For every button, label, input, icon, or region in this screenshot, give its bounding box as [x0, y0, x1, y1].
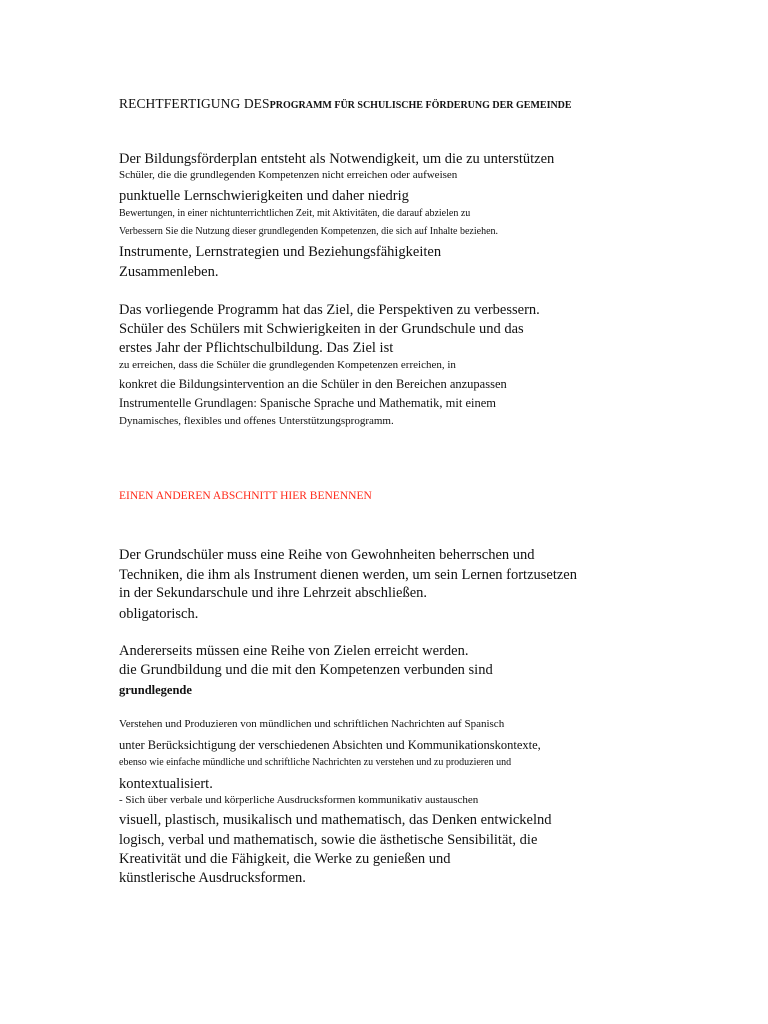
paragraph-line: Zusammenleben. — [119, 264, 219, 280]
paragraph-line: Andererseits müssen eine Reihe von Zielen erreicht werden. — [119, 643, 469, 659]
paragraph-line: die Grundbildung und die mit den Kompetenzen verbunden sind — [119, 662, 493, 678]
paragraph-line: Der Bildungsförderplan entsteht als Notwendigkeit, um die zu unterstützen — [119, 151, 555, 167]
title-small-caps-text: PROGRAMM FÜR SCHULISCHE FÖRDERUNG DER GEMEINDE — [269, 100, 572, 111]
paragraph-line: Bewertungen, in einer nichtunterrichtlichen Zeit, mit Aktivitäten, die darauf abzielen zu — [119, 208, 471, 219]
paragraph-line: punktuelle Lernschwierigkeiten und daher niedrig — [119, 188, 409, 204]
paragraph-line: Techniken, die ihm als Instrument dienen werden, um sein Lernen fortzusetzen — [119, 567, 577, 583]
paragraph-line: logisch, verbal und mathematisch, sowie die ästhetische Sensibilität, die — [119, 832, 538, 848]
paragraph-line: Instrumentelle Grundlagen: Spanische Sprache und Mathematik, mit einem — [119, 396, 496, 410]
paragraph-line: Das vorliegende Programm hat das Ziel, die Perspektiven zu verbessern. — [119, 302, 540, 318]
paragraph-line: Dynamisches, flexibles und offenes Unterstützungsprogramm. — [119, 415, 394, 427]
paragraph-line: erstes Jahr der Pflichtschulbildung. Das Ziel ist — [119, 340, 394, 356]
paragraph-line: Kreativität und die Fähigkeit, die Werke zu genießen und — [119, 851, 451, 867]
paragraph-line-bold: grundlegende — [119, 683, 192, 697]
document-title — [119, 95, 572, 113]
paragraph-line: - Sich über verbale und körperliche Ausdrucksformen kommunikativ austauschen — [119, 794, 479, 806]
paragraph-line: Verbessern Sie die Nutzung dieser grundlegenden Kompetenzen, die sich auf Inhalte beziehen. — [119, 226, 499, 237]
paragraph-line: Schüler, die die grundlegenden Kompetenzen nicht erreichen oder aufweisen — [119, 169, 458, 181]
paragraph-line: in der Sekundarschule und ihre Lehrzeit abschließen. — [119, 585, 428, 601]
paragraph-line: künstlerische Ausdrucksformen. — [119, 870, 306, 886]
title-main-text: RECHTFERTIGUNG DES — [119, 96, 270, 111]
paragraph-line: Verstehen und Produzieren von mündlichen und schriftlichen Nachrichten auf Spanisch — [119, 718, 505, 730]
paragraph-line: Instrumente, Lernstrategien und Beziehungsfähigkeiten — [119, 244, 442, 260]
paragraph-line: visuell, plastisch, musikalisch und mathematisch, das Denken entwickelnd — [119, 812, 552, 828]
paragraph-line: konkret die Bildungsintervention an die Schüler in den Bereichen anzupassen — [119, 377, 507, 391]
paragraph-line: obligatorisch. — [119, 606, 199, 622]
paragraph-line: kontextualisiert. — [119, 776, 213, 792]
section-heading: EINEN ANDEREN ABSCHNITT HIER BENENNEN — [119, 490, 372, 502]
paragraph-line: Der Grundschüler muss eine Reihe von Gewohnheiten beherrschen und — [119, 547, 535, 563]
paragraph-line: Schüler des Schülers mit Schwierigkeiten in der Grundschule und das — [119, 321, 524, 337]
paragraph-line: ebenso wie einfache mündliche und schriftliche Nachrichten zu verstehen und zu produzieren und — [119, 757, 512, 768]
paragraph-line: zu erreichen, dass die Schüler die grundlegenden Kompetenzen erreichen, in — [119, 359, 456, 371]
paragraph-line: unter Berücksichtigung der verschiedenen Absichten und Kommunikationskontexte, — [119, 738, 541, 752]
